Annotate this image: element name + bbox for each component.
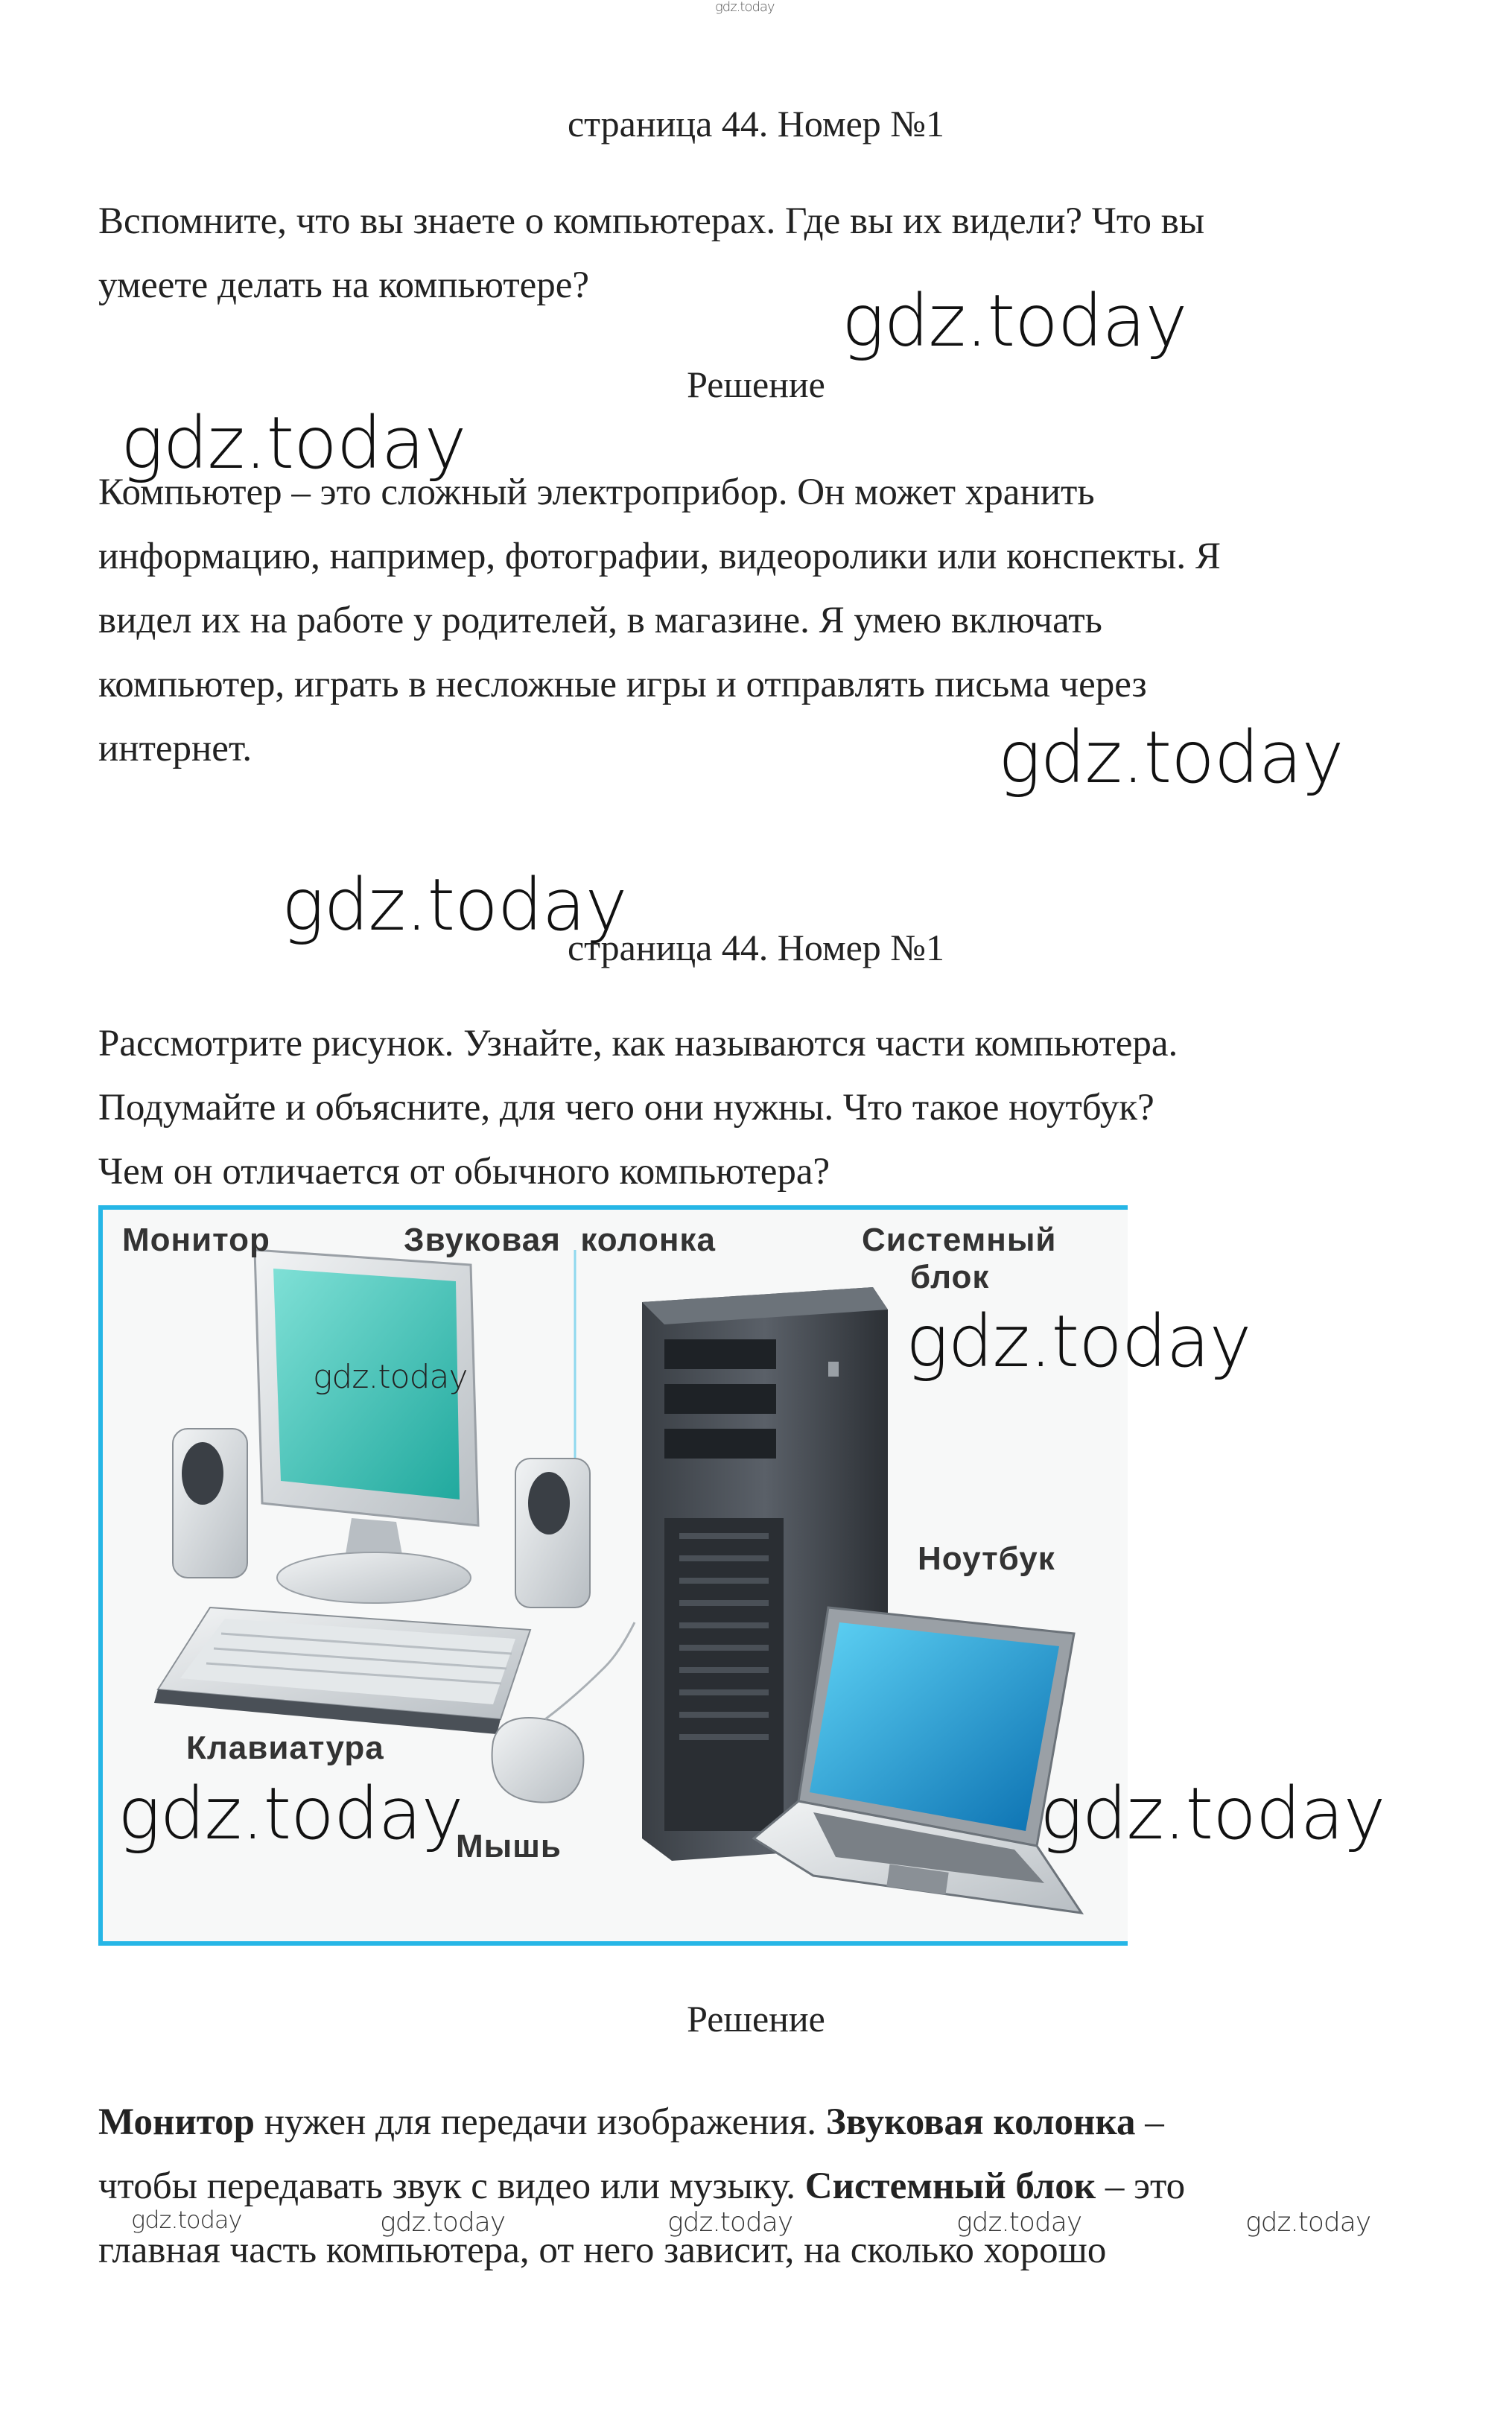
watermark-small: gdz.today [131,2206,242,2234]
watermark: gdz.today [842,279,1187,363]
answer-line: информацию, например, фотографии, видеоролики или конспекты. Я [98,536,1221,577]
answer-line: компьютер, играть в несложные игры и отправлять письма через [98,664,1147,705]
watermark-small: gdz.today [667,2207,793,2238]
figure-border-top [98,1205,1128,1210]
answer-line [98,2090,1409,2154]
answer-text: нужен для передачи изображения. [254,2101,826,2143]
watermark: gdz.today [1040,1772,1385,1856]
section2-solution-label: Решение [687,1998,825,2040]
label-speaker: Звуковая колонка [404,1222,716,1258]
label-system-unit-1: Системный [862,1222,1057,1258]
label-mouse: Мышь [456,1828,562,1864]
screen-watermark: gdz.today [313,1358,468,1396]
top-watermark: gdz.today [715,0,775,15]
answer-line: Компьютер – это сложный электроприбор. Он может хранить [98,472,1095,513]
section2-question [98,1012,1409,1204]
label-laptop: Ноутбук [918,1540,1055,1577]
question-line: Вспомните, что вы знаете о компьютерах. Где вы их видели? Что вы [98,200,1205,242]
watermark: gdz.today [118,1772,463,1856]
question-line: Подумайте и объясните, для чего они нужны. Что такое ноутбук? [98,1087,1154,1129]
answer-text: – [1135,2101,1164,2143]
section1-heading: страница 44. Номер №1 [567,103,944,145]
label-keyboard: Клавиатура [186,1730,384,1766]
figure-border-left [98,1205,103,1946]
figure-border-bottom [98,1941,1128,1946]
watermark: gdz.today [282,863,627,947]
watermark-small: gdz.today [1245,2207,1371,2238]
label-system-unit-2: блок [910,1259,990,1295]
watermark: gdz.today [998,716,1344,799]
section2-answer [98,2090,1409,2282]
question-line: Рассмотрите рисунок. Узнайте, как называются части компьютера. [98,1023,1178,1064]
question-line: Чем он отличается от обычного компьютера? [98,1151,830,1193]
answer-line: видел их на работе у родителей, в магазине. Я умею включать [98,600,1102,641]
label-monitor: Монитор [122,1222,270,1258]
answer-text: чтобы передавать звук с видео или музыку. [98,2165,805,2207]
watermark-small: gdz.today [956,2207,1082,2238]
question-line: умеете делать на компьютере? [98,264,590,306]
answer-line: главная часть компьютера, от него зависит, на сколько хорошо [98,2229,1107,2271]
section1-solution-label: Решение [687,364,825,405]
monitor [255,1250,478,1603]
answer-line: интернет. [98,728,252,769]
watermark: gdz.today [906,1300,1251,1383]
term-speaker: Звуковая колонка [825,2101,1136,2143]
watermark: gdz.today [121,402,466,485]
section1-question [98,189,1409,317]
term-monitor: Монитор [98,2101,255,2143]
keyboard [154,1608,530,1734]
answer-text: – это [1096,2165,1186,2207]
section2-heading: страница 44. Номер №1 [567,927,944,968]
term-system-unit: Системный блок [804,2165,1096,2207]
watermark-small: gdz.today [380,2207,506,2238]
